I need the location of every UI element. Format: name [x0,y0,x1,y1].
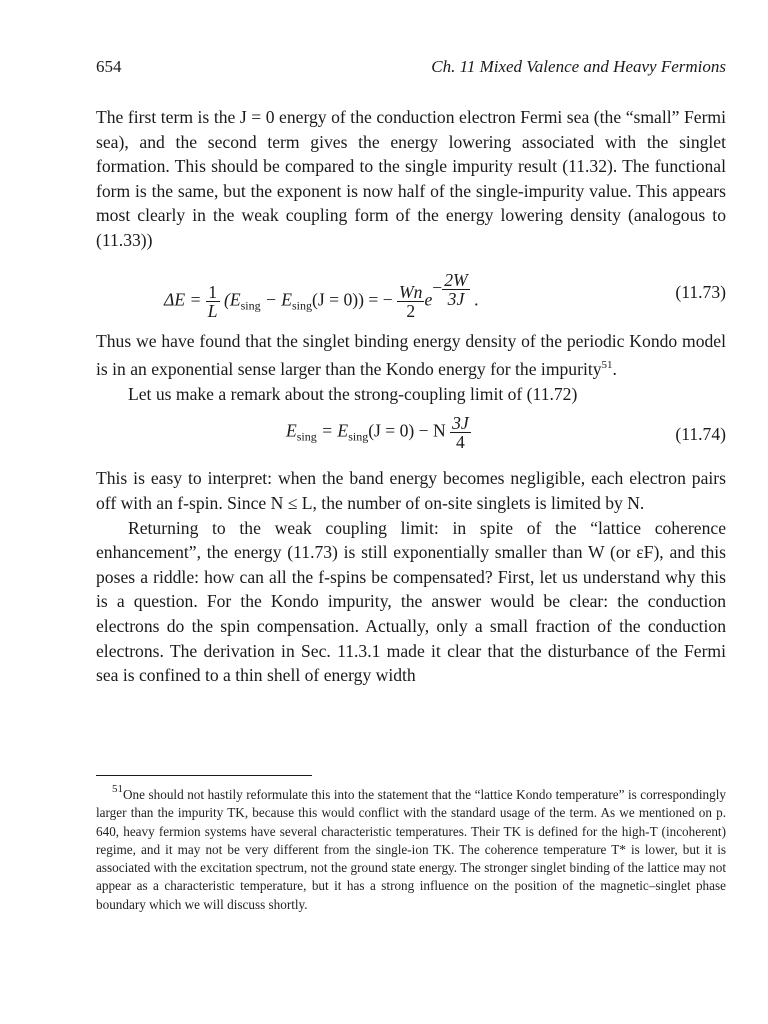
eq1-frac1-num: 1 [208,281,218,302]
eq2-lhs: E [286,420,297,441]
footnote-body: One should not hastily reformulate this into the statement that the “lattice Kondo temperature” is correspondingly larger than the impurity TK, because this would conflict with the standard usage of the term. As we mentioned on p. 640, heavy fermion systems have several characteristic temperatures. Their TK is defined for the high-T (incoherent) regime, and it may not be very different from the single-ion TK. The coherence temperature T* is lower, but it is associated with the excitation spectrum, not the ground state energy. The stronger singlet binding of the lattice may not appear as a characteristic temperature, but it has a strong influence on the position of the magnetic–singlet phase boundary which we will discuss shortly. [96,787,726,912]
page-header [96,57,726,83]
page-number: 654 [96,57,122,76]
eq1-frac1-den: L [207,300,218,321]
eq1-period: . [474,289,479,310]
eq1-middle2: − E [260,289,293,310]
eq1-sub-sing: sing [240,298,261,313]
eq1-exp-num: 2W [444,269,468,290]
eq1-frac-wn-over-2 [397,283,424,320]
equation-number-11-73: (11.73) [675,281,726,302]
footnote-mark: 51 [112,783,123,795]
eq2-eq: = E [316,420,349,441]
eq1-frac2-den: 2 [397,301,424,320]
eq2-frac-num: 3J [452,413,469,434]
equation-11-73 [96,253,726,329]
equation-11-74 [96,406,726,466]
equation-11-74-body [286,414,471,451]
paragraph-2-text: Thus we have found that the singlet binding energy density of the periodic Kondo model is in an exponential sense larger than the Kondo energy for the impurity [96,330,726,380]
eq1-exp-frac [442,271,469,308]
eq1-sub-sing2: sing [292,298,313,313]
eq1-frac-1-over-L [206,283,220,320]
footnote-51 [96,780,726,914]
footnote-rule [96,775,312,776]
eq1-exp-den: 3J [442,289,469,308]
eq1-middle: (E [223,289,241,310]
eq1-frac2-num: Wn [399,281,423,302]
eq1-exp-base: e [424,289,433,310]
running-title: Ch. 11 Mixed Valence and Heavy Fermions [431,57,726,76]
paragraph-5: Returning to the weak coupling limit: in spite of the “lattice coherence enhancement”, the energy (11.73) is still exponentially smaller than W (or εF), and this poses a riddle: how can all the f-spins be compensated? First, let us understand why this is a question. For the Kondo impurity, the answer would be clear: the conduction electrons do the spin compensation. Actually, only a small fraction of the conduction electrons. The derivation in Sec. 11.3.1 made it clear that the disturbance of the Fermi sea is confined to a thin shell of energy width [96,517,726,686]
eq2-sub2: sing [348,429,369,444]
footnote-ref-51: 51 [601,359,613,372]
eq1-exponent [432,271,469,308]
eq2-rest: (J = 0) − N [368,420,446,441]
paragraph-4: This is easy to interpret: when the band energy becomes negligible, each electron pairs off with an f-spin. Since N ≤ L, the number of on-site singlets is limited by N. [96,468,726,513]
paragraph-1: The first term is the J = 0 energy of the conduction electron Fermi sea (the “small” Fermi sea), and the second term gives the energy lowering associated with the singlet formation. This should be compared to the single impurity result (11.32). The functional form is the same, but the exponent is now half of the single-impurity value. This appears most clearly in the weak coupling form of the energy lowering density (analogous to (11.33)) [96,107,726,250]
eq2-frac-den: 4 [450,432,471,451]
eq1-exp-sign: − [432,277,443,298]
equation-11-73-body [164,271,479,320]
footnote-text [96,780,726,914]
body-text [96,105,726,688]
equation-number-11-74: (11.74) [675,424,726,445]
eq1-middle3: (J = 0)) = − [312,289,393,310]
eq1-lhs: ΔE = [164,289,202,310]
paragraph-2-end: . [612,359,617,380]
paragraph-3: Let us make a remark about the strong-coupling limit of (11.72) [128,383,578,404]
eq2-sub1: sing [296,429,317,444]
paragraph-2 [96,329,726,382]
eq2-frac [450,414,471,451]
